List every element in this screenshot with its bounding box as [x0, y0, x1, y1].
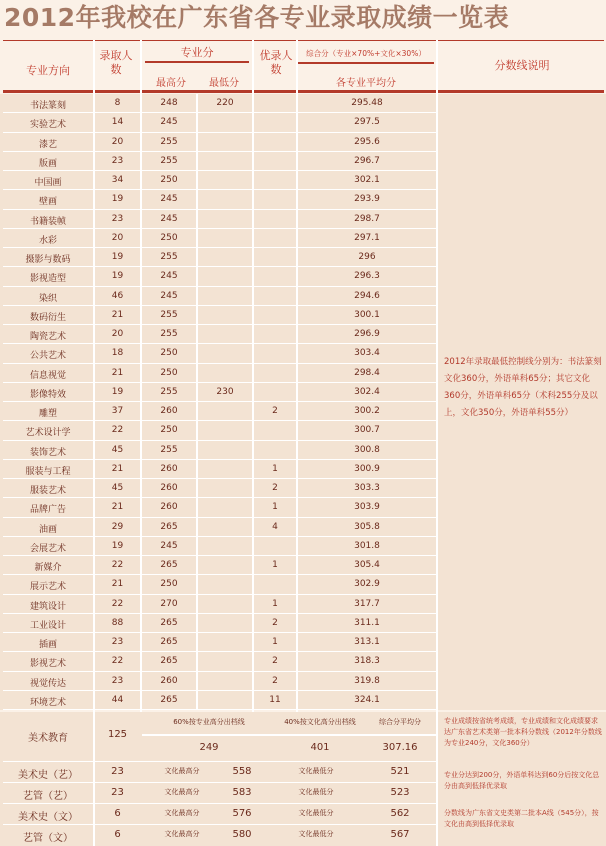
- row-divider: [3, 209, 437, 210]
- cell-name: 装饰艺术: [29, 447, 66, 458]
- cell-min: 220: [216, 98, 234, 108]
- cell-name: 信息视觉: [29, 370, 66, 381]
- cell-avg: 303.9: [354, 502, 380, 513]
- cell-name: 水彩: [38, 235, 57, 246]
- row-divider: [3, 324, 437, 325]
- cell-name: 中国画: [34, 178, 62, 188]
- cell-n: 23: [111, 766, 124, 777]
- art-edu-value-2: 401: [310, 742, 330, 753]
- cell-avg: 298.4: [354, 367, 380, 378]
- cell-n: 44: [111, 694, 124, 705]
- cell-max: 260: [160, 675, 178, 686]
- art-edu-value-1: 249: [199, 742, 219, 753]
- cell-l2: 文化最低分: [298, 788, 334, 796]
- cell-n: 45: [111, 444, 124, 455]
- cell-max: 265: [160, 560, 178, 570]
- art-edu-name: 美术教育: [28, 733, 68, 744]
- header-composite-underline: [298, 62, 434, 64]
- cell-exc: 1: [272, 598, 278, 609]
- row-divider: [3, 478, 437, 479]
- row-divider: [3, 305, 437, 306]
- cell-name: 美术史（文）: [18, 812, 78, 823]
- col-separator: [436, 40, 438, 846]
- cell-max: 245: [160, 271, 178, 282]
- cell-max: 245: [160, 290, 178, 301]
- cell-n: 21: [111, 309, 124, 320]
- cell-name: 漆艺: [38, 139, 57, 150]
- cell-n: 20: [111, 136, 124, 147]
- cell-avg: 297.5: [354, 117, 380, 128]
- cell-n: 20: [111, 329, 124, 339]
- cell-n: 22: [111, 560, 124, 570]
- col-separator: [196, 94, 198, 710]
- cell-avg: 324.1: [354, 694, 380, 705]
- row-divider: [3, 401, 437, 402]
- row-divider: [3, 782, 437, 783]
- cell-name: 服装艺术: [29, 486, 66, 496]
- cell-n: 21: [111, 579, 124, 590]
- cell-n: 19: [111, 194, 124, 205]
- cell-exc: 1: [272, 637, 278, 647]
- cell-n: 14: [111, 117, 124, 128]
- cell-n: 8: [114, 98, 121, 108]
- cell-name: 插画: [38, 640, 57, 650]
- cell-max: 250: [160, 232, 178, 243]
- cell-name: 艺术设计学: [25, 428, 71, 439]
- cell-max: 250: [160, 175, 178, 185]
- cell-name: 书籍装帧: [29, 216, 66, 227]
- row-divider: [3, 363, 437, 364]
- cell-n: 23: [111, 213, 124, 224]
- cell-exc: 11: [269, 694, 281, 705]
- cell-avg: 311.1: [354, 617, 380, 628]
- cell-n: 88: [111, 617, 124, 628]
- cell-avg: 313.1: [354, 637, 380, 647]
- cell-name: 数码衍生: [29, 312, 66, 323]
- row-divider: [3, 690, 437, 691]
- cell-max: 255: [160, 309, 178, 320]
- cell-max: 245: [160, 194, 178, 205]
- header-excellent: 优录人数: [259, 49, 293, 76]
- cell-n: 23: [111, 675, 124, 686]
- row-divider: [3, 824, 437, 825]
- row-divider: [3, 651, 437, 652]
- cell-avg: 296: [358, 252, 376, 262]
- cell-max: 270: [160, 598, 178, 609]
- cell-avg: 301.8: [354, 540, 380, 551]
- row-divider: [3, 613, 437, 614]
- cell-exc: 1: [272, 463, 278, 474]
- cell-exc: 2: [272, 617, 278, 628]
- cell-max: 250: [160, 367, 178, 378]
- art-edu-note: 专业成绩按省统考成绩，专业成绩和文化成绩要求达广东省艺术类第一批本科分数线（2012年分数线为专业240分，文化360分）: [444, 717, 602, 747]
- cell-v1: 576: [232, 808, 252, 819]
- cell-v1: 558: [232, 766, 252, 777]
- cell-l1: 文化最高分: [164, 809, 200, 817]
- cell-avg: 303.3: [354, 483, 380, 493]
- cell-avg: 319.8: [354, 675, 380, 686]
- cell-n: 37: [111, 406, 124, 416]
- row-divider: [3, 247, 437, 248]
- cell-name: 版画: [38, 158, 57, 169]
- art-edu-header-1: 60%按专业高分出档线: [173, 718, 245, 726]
- row-divider: [3, 517, 437, 518]
- cell-max: 260: [160, 483, 178, 493]
- cell-max: 255: [160, 155, 178, 166]
- cell-n: 20: [111, 232, 124, 243]
- cell-name: 服装与工程: [25, 466, 71, 477]
- cell-avg: 293.9: [354, 194, 380, 205]
- cell-avg: 294.6: [354, 290, 380, 301]
- cell-name: 影视造型: [29, 274, 66, 285]
- row-divider: [3, 440, 437, 441]
- cell-n: 21: [111, 367, 124, 378]
- cell-n: 19: [111, 271, 124, 282]
- cell-n: 22: [111, 425, 124, 436]
- cell-v2: 567: [390, 829, 410, 840]
- cell-exc: 2: [272, 656, 278, 667]
- cell-l1: 文化最高分: [164, 788, 200, 796]
- header-avg: 各专业平均分: [336, 78, 396, 89]
- row-divider: [3, 266, 437, 267]
- cell-max: 250: [160, 425, 178, 436]
- cell-n: 18: [111, 348, 124, 359]
- cell-v2: 523: [390, 787, 410, 798]
- cell-max: 265: [160, 617, 178, 628]
- cell-avg: 305.4: [354, 560, 380, 570]
- cell-avg: 295.48: [351, 98, 383, 108]
- cell-n: 22: [111, 656, 124, 667]
- cell-n: 21: [111, 502, 124, 513]
- cell-max: 250: [160, 348, 178, 359]
- cell-avg: 302.1: [354, 175, 380, 185]
- art-edu-header-2: 40%按文化高分出档线: [284, 718, 356, 726]
- cell-l1: 文化最高分: [164, 830, 200, 838]
- cell-name: 书法篆刻: [29, 101, 66, 111]
- art-edu-divider: [142, 734, 436, 736]
- cell-max: 255: [160, 252, 178, 262]
- cell-name: 展示艺术: [29, 582, 66, 593]
- cell-name: 视觉传达: [29, 678, 66, 689]
- header-min: 最低分: [209, 78, 239, 89]
- cell-l1: 文化最高分: [164, 767, 200, 775]
- cell-l2: 文化最低分: [298, 830, 334, 838]
- row-divider: [3, 459, 437, 460]
- row-divider: [3, 803, 437, 804]
- header-max: 最高分: [156, 78, 186, 89]
- row-divider: [3, 709, 437, 710]
- cell-avg: 298.7: [354, 213, 380, 224]
- cell-n: 29: [111, 521, 124, 532]
- cell-max: 265: [160, 637, 178, 647]
- cell-name: 品牌广告: [29, 505, 66, 516]
- row-divider: [3, 132, 437, 133]
- cell-max: 255: [160, 386, 178, 397]
- header-admitted: 录取人数: [99, 49, 133, 76]
- cell-exc: 2: [272, 675, 278, 686]
- cell-max: 250: [160, 579, 178, 590]
- cell-l2: 文化最低分: [298, 767, 334, 775]
- cell-l2: 文化最低分: [298, 809, 334, 817]
- cell-n: 19: [111, 386, 124, 397]
- row-divider: [3, 497, 437, 498]
- cell-avg: 300.8: [354, 444, 380, 455]
- cell-avg: 296.3: [354, 271, 380, 282]
- cell-name: 雕塑: [38, 409, 57, 419]
- cell-avg: 297.1: [354, 232, 380, 243]
- cell-name: 会展艺术: [29, 543, 66, 554]
- row-divider: [3, 286, 437, 287]
- cell-exc: 2: [272, 483, 278, 493]
- art-edu-count: 125: [107, 729, 128, 740]
- row-divider: [3, 536, 437, 537]
- header-note: 分数线说明: [494, 59, 550, 72]
- cell-exc: 2: [272, 406, 278, 416]
- cell-n: 19: [111, 252, 124, 262]
- cell-max: 255: [160, 329, 178, 339]
- header-composite-formula: 综合分（专业×70%+文化×30%）: [306, 49, 426, 58]
- header-score-underline: [145, 61, 249, 63]
- cell-n: 45: [111, 483, 124, 493]
- score-line-note: 2012年录取最低控制线分别为：书法篆刻文化360分，外语单科65分；其它文化360分，外语单科65分（术科255分及以上，文化350分，外语单科55分）: [444, 357, 602, 418]
- cell-n: 23: [111, 637, 124, 647]
- row-divider: [3, 555, 437, 556]
- cell-avg: 295.6: [354, 136, 380, 147]
- cell-name: 工业设计: [29, 620, 66, 631]
- row-divider: [3, 228, 437, 229]
- row-divider: [3, 574, 437, 575]
- cell-name: 陶瓷艺术: [29, 332, 66, 342]
- row-divider: [3, 420, 437, 421]
- row-divider: [3, 761, 437, 762]
- cell-n: 22: [111, 598, 124, 609]
- cell-max: 260: [160, 463, 178, 474]
- cell-v2: 521: [390, 766, 410, 777]
- cell-max: 245: [160, 540, 178, 551]
- row-divider: [3, 632, 437, 633]
- page-title: 2012年我校在广东省各专业录取成绩一览表: [4, 3, 510, 32]
- cell-avg: 303.4: [354, 348, 380, 359]
- cell-avg: 302.9: [354, 579, 380, 590]
- cell-name: 环境艺术: [29, 697, 66, 708]
- cell-avg: 302.4: [354, 386, 380, 397]
- cell-max: 260: [160, 502, 178, 513]
- cell-name: 美术史（艺）: [18, 770, 78, 781]
- cell-avg: 296.9: [354, 329, 380, 339]
- note-arts-track: 专业分达到200分，外语单科达到60分后按文化总分由高到低择优录取: [444, 771, 600, 790]
- art-edu-header-3: 综合分平均分: [379, 718, 421, 726]
- cell-avg: 300.2: [354, 406, 380, 416]
- cell-name: 染织: [38, 293, 57, 304]
- cell-n: 34: [111, 175, 124, 185]
- cell-name: 公共艺术: [29, 351, 66, 362]
- art-edu-value-3: 307.16: [382, 742, 418, 753]
- cell-n: 23: [111, 787, 124, 798]
- cell-n: 6: [114, 829, 121, 840]
- cell-avg: 317.7: [354, 598, 380, 609]
- note-liberal-track: 分数线为广东省文史类第二批本A线（545分），按文化由高到低择优录取: [444, 809, 599, 828]
- cell-max: 245: [160, 117, 178, 128]
- cell-name: 油画: [38, 524, 57, 535]
- cell-name: 艺管（艺）: [23, 791, 73, 802]
- cell-name: 影视艺术: [29, 659, 66, 670]
- row-divider: [3, 671, 437, 672]
- row-divider: [3, 151, 437, 152]
- cell-n: 23: [111, 155, 124, 166]
- cell-exc: 4: [272, 521, 278, 532]
- cell-n: 6: [114, 808, 121, 819]
- cell-exc: 1: [272, 560, 278, 570]
- cell-max: 255: [160, 444, 178, 455]
- col-separator: [252, 40, 254, 712]
- cell-max: 245: [160, 213, 178, 224]
- cell-name: 新媒介: [34, 563, 62, 573]
- cell-avg: 296.7: [354, 155, 380, 166]
- cell-avg: 300.1: [354, 309, 380, 320]
- cell-n: 21: [111, 463, 124, 474]
- cell-name: 实验艺术: [29, 120, 66, 131]
- cell-exc: 1: [272, 502, 278, 513]
- cell-max: 265: [160, 656, 178, 667]
- cell-v2: 562: [390, 808, 410, 819]
- row-divider: [3, 594, 437, 595]
- cell-v1: 580: [232, 829, 252, 840]
- header-major: 专业方向: [26, 64, 70, 77]
- cell-max: 265: [160, 521, 178, 532]
- row-divider: [3, 170, 437, 171]
- cell-min: 230: [216, 386, 234, 397]
- cell-n: 46: [111, 290, 124, 301]
- cell-name: 建筑设计: [29, 601, 66, 612]
- cell-n: 19: [111, 540, 124, 551]
- cell-v1: 583: [232, 787, 252, 798]
- cell-max: 265: [160, 694, 178, 705]
- cell-name: 艺管（文）: [23, 833, 73, 844]
- cell-max: 260: [160, 406, 178, 416]
- cell-max: 255: [160, 136, 178, 147]
- cell-avg: 305.8: [354, 521, 380, 532]
- cell-name: 摄影与数码: [25, 255, 71, 265]
- row-divider: [3, 112, 437, 113]
- row-divider: [3, 189, 437, 190]
- cell-avg: 300.9: [354, 463, 380, 474]
- row-divider: [3, 382, 437, 383]
- header-score-group: 专业分: [180, 46, 214, 59]
- cell-max: 248: [160, 98, 178, 108]
- row-divider: [3, 343, 437, 344]
- cell-name: 壁画: [38, 197, 57, 208]
- cell-avg: 300.7: [354, 425, 380, 436]
- cell-avg: 318.3: [354, 656, 380, 667]
- cell-name: 影像特效: [29, 389, 66, 400]
